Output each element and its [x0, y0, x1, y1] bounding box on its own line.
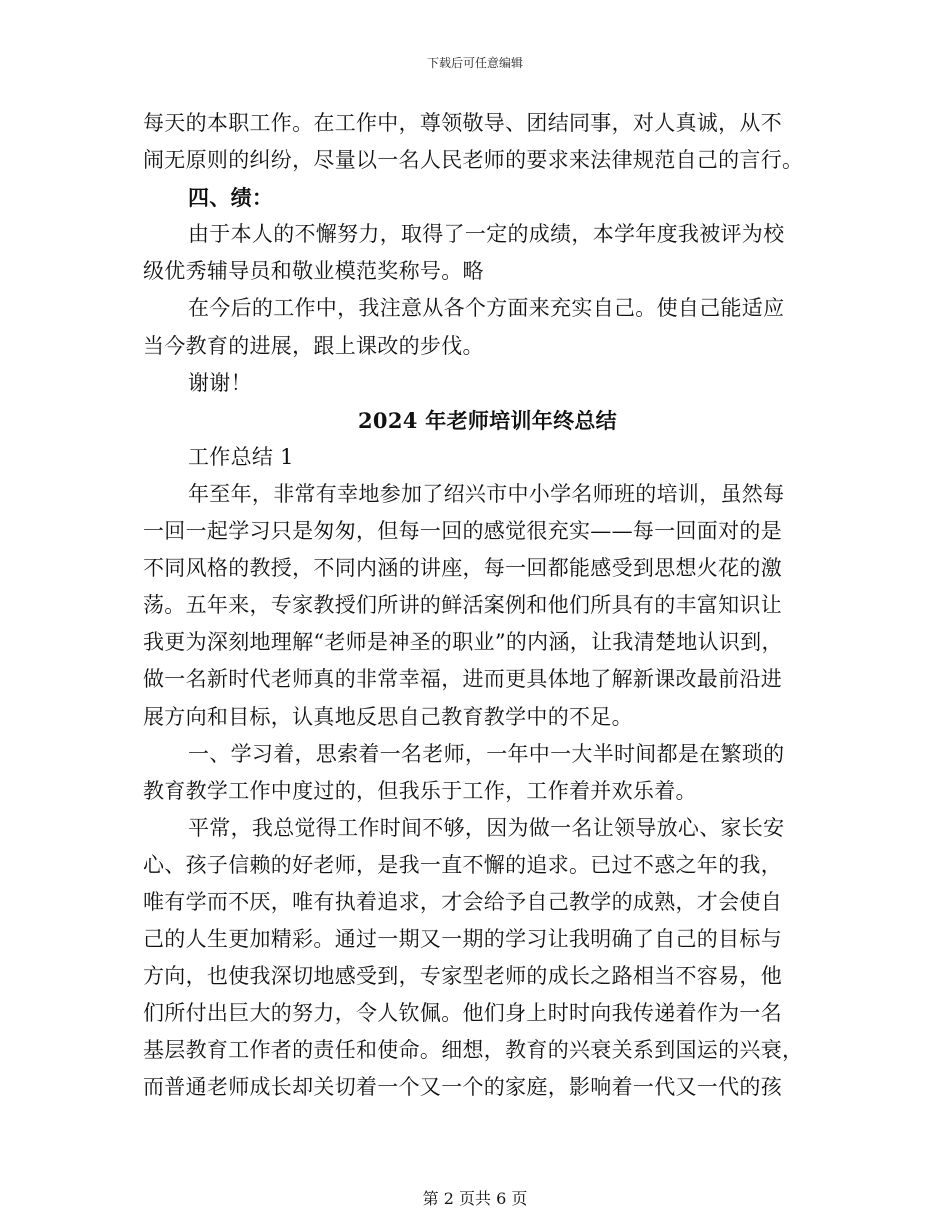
text-line: 们所付出巨大的努力，令人钦佩。他们身上时时向我传递着作为一名: [143, 1001, 782, 1026]
text-line: 唯有学而不厌，唯有执着追求，才会给予自己教学的成熟，才会使自: [143, 889, 782, 914]
section-heading: 四、绩：: [188, 185, 274, 211]
page-header: 下载后可任意编辑: [426, 56, 523, 70]
text-line: 当今教育的进展，跟上课改的步伐。: [143, 333, 484, 358]
text-line: 每天的本职工作。在工作中，尊领敬导、团结同事，对人真诚，从不: [143, 111, 782, 135]
text-line: 闹无原则的纠纷，尽量以一名人民老师的要求来法律规范自己的言行。: [143, 148, 804, 173]
text-line: 展方向和目标，认真地反思自己教育教学中的不足。: [143, 704, 633, 729]
text-line: 由于本人的不懈努力，取得了一定的成绩，本学年度我被评为校: [188, 222, 785, 247]
text-line: 己的人生更加精彩。通过一期又一期的学习让我明确了自己的目标与: [143, 927, 782, 952]
document-title: 2024 年老师培训年终总结: [358, 407, 617, 433]
text-line: 年至年，非常有幸地参加了绍兴市中小学名师班的培训，虽然每: [188, 481, 785, 506]
text-line: 心、孩子信赖的好老师，是我一直不懈的追求。已过不惑之年的我，: [143, 852, 782, 877]
text-line: 级优秀辅导员和敬业模范奖称号。略: [143, 259, 484, 284]
subtitle-line: 工作总结 1: [188, 444, 294, 469]
text-line: 我更为深刻地理解“老师是神圣的职业”的内涵，让我清楚地认识到，: [143, 630, 783, 655]
text-line: 而普通老师成长却关切着一个又一个的家庭，影响着一代又一代的孩: [143, 1075, 782, 1100]
text-line: 在今后的工作中，我注意从各个方面来充实自己。使自己能适应: [188, 296, 785, 321]
text-line: 不同风格的教授，不同内涵的讲座，每一回都能感受到思想火花的激: [143, 556, 782, 581]
text-line: 平常，我总觉得工作时间不够，因为做一名让领导放心、家长安: [188, 815, 785, 840]
text-line: 方向，也使我深切地感受到，专家型老师的成长之路相当不容易，他: [143, 964, 782, 989]
text-line: 谢谢！: [188, 370, 252, 395]
text-line: 荡。五年来，专家教授们所讲的鲜活案例和他们所具有的丰富知识让: [143, 593, 782, 618]
page-footer: 第 2 页共 6 页: [422, 1189, 528, 1208]
text-line: 一、学习着，思索着一名老师，一年中一大半时间都是在繁琐的: [188, 741, 785, 766]
document-body: [143, 105, 808, 1107]
text-line: 基层教育工作者的责任和使命。细想，教育的兴衰关系到国运的兴衰，: [143, 1038, 804, 1063]
text-line: 教育教学工作中度过的，但我乐于工作，工作着并欢乐着。: [143, 778, 697, 803]
text-line: 做一名新时代老师真的非常幸福，进而更具体地了解新课改最前沿进: [143, 667, 782, 692]
text-line: 一回一起学习只是匆匆，但每一回的感觉很充实——每一回面对的是: [143, 519, 782, 544]
